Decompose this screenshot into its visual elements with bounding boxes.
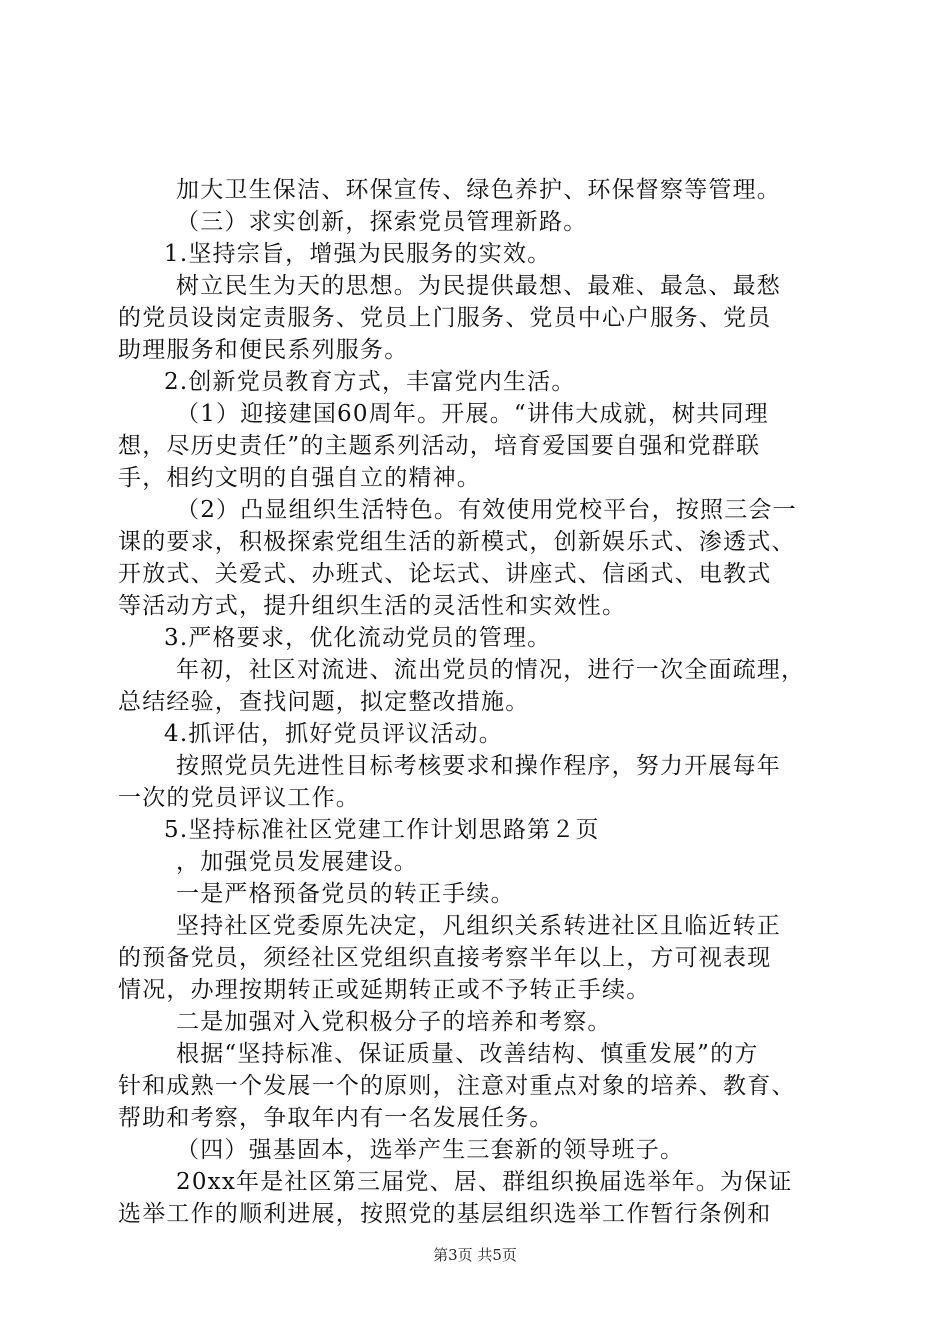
text-line: 开放式、关爱式、办班式、论坛式、讲座式、信函式、电教式 <box>118 561 772 587</box>
text-line: 课的要求，积极探索党组生活的新模式，创新娱乐式、渗透式、 <box>118 529 796 555</box>
document-body <box>118 174 838 1230</box>
text-line: 的预备党员，须经社区党组织直接考察半年以上，方可视表现 <box>118 945 772 971</box>
text-line: 坚持社区党委原先决定，凡组织关系转进社区且临近转正 <box>176 913 781 939</box>
text-line: 4.抓评估，抓好党员评议活动。 <box>164 721 503 747</box>
text-line: （1）迎接建国60周年。开展。“讲伟大成就，树共同理 <box>176 401 769 427</box>
text-line: 选举工作的顺利进展，按照党的基层组织选举工作暂行条例和 <box>118 1201 772 1227</box>
text-line: 按照党员先进性目标考核要求和操作程序，努力开展每年 <box>176 753 781 779</box>
text-line: （四）强基固本，选举产生三套新的领导班子。 <box>176 1137 685 1163</box>
text-line: 一次的党员评议工作。 <box>118 785 360 811</box>
text-line: 加大卫生保洁、环保宣传、绿色养护、环保督察等管理。 <box>176 177 781 203</box>
text-line: 帮助和考察，争取年内有一名发展任务。 <box>118 1105 554 1131</box>
text-line: 树立民生为天的思想。为民提供最想、最难、最急、最愁 <box>176 273 781 299</box>
page-footer: 第3页 共5页 <box>433 1246 517 1264</box>
text-line: 的党员设岗定责服务、党员上门服务、党员中心户服务、党员 <box>118 305 772 331</box>
text-line: 想，尽历史责任”的主题系列活动，培育爱国要自强和党群联 <box>118 433 761 459</box>
text-line: 根据“坚持标准、保证质量、改善结构、慎重发展”的方 <box>176 1041 759 1067</box>
text-line: 等活动方式，提升组织生活的灵活性和实效性。 <box>118 593 627 619</box>
text-line: 5.坚持标准社区党建工作计划思路第２页 <box>164 817 600 843</box>
text-line: 一是严格预备党员的转正手续。 <box>176 881 515 907</box>
text-line: （2）凸显组织生活特色。有效使用党校平台，按照三会一 <box>176 497 797 523</box>
text-line: 二是加强对入党积极分子的培养和考察。 <box>176 1009 612 1035</box>
text-line: 手，相约文明的自强自立的精神。 <box>118 465 481 491</box>
text-line: （三）求实创新，探索党员管理新路。 <box>176 209 588 235</box>
text-line: 2.创新党员教育方式，丰富党内生活。 <box>164 369 576 395</box>
text-line: 总结经验，查找问题，拟定整改措施。 <box>118 689 530 715</box>
text-line: 1.坚持宗旨，增强为民服务的实效。 <box>164 241 552 267</box>
text-line: 3.严格要求，优化流动党员的管理。 <box>164 625 552 651</box>
text-line: 针和成熟一个发展一个的原则，注意对重点对象的培养、教育、 <box>118 1073 796 1099</box>
text-line: ，加强党员发展建设。 <box>176 849 418 875</box>
text-line: 20xx年是社区第三届党、居、群组织换届选举年。为保证 <box>176 1169 793 1195</box>
text-line: 助理服务和便民系列服务。 <box>118 337 409 363</box>
text-line: 情况，办理按期转正或延期转正或不予转正手续。 <box>118 977 651 1003</box>
text-line: 年初，社区对流进、流出党员的情况，进行一次全面疏理， <box>176 657 806 683</box>
